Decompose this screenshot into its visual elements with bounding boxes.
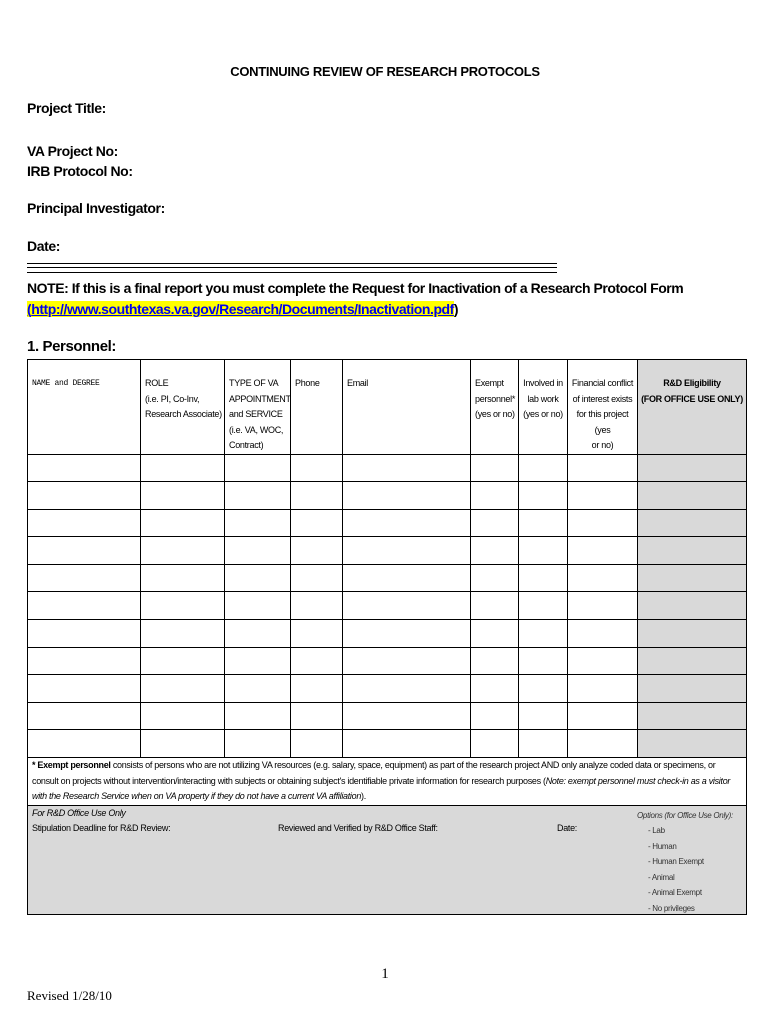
appointment-cell[interactable] [225,592,291,620]
rd-eligibility-cell [638,592,747,620]
header-exempt: Exempt personnel* (yes or no) [471,360,519,455]
conflict-cell[interactable] [568,620,638,648]
reviewed-by-label: Reviewed and Verified by R&D Office Staff: [278,822,438,833]
final-report-note [27,278,683,320]
appointment-cell[interactable] [225,482,291,510]
table-row [28,702,747,730]
lab-work-cell[interactable] [519,537,568,565]
conflict-cell[interactable] [568,675,638,703]
name-cell[interactable] [28,537,141,565]
exempt-cell[interactable] [471,592,519,620]
table-row [28,454,747,482]
va-project-no-label: VA Project No: [27,143,118,159]
conflict-cell[interactable] [568,647,638,675]
revised-date: Revised 1/28/10 [27,988,112,1003]
name-cell[interactable] [28,702,141,730]
personnel-table [27,359,747,915]
personnel-heading: 1. Personnel: [27,338,116,355]
rd-eligibility-cell [638,454,747,482]
note-text: NOTE: If this is a final report you must complete the Request for Inactivation of a Research Protocol Form [27,280,684,296]
email-cell[interactable] [343,647,471,675]
phone-cell[interactable] [291,537,343,565]
lab-work-cell[interactable] [519,702,568,730]
phone-cell[interactable] [291,730,343,758]
header-rd-eligibility: R&D Eligibility (FOR OFFICE USE ONLY) [638,360,747,455]
rd-eligibility-cell [638,537,747,565]
phone-cell[interactable] [291,647,343,675]
name-cell[interactable] [28,592,141,620]
irb-protocol-no-label: IRB Protocol No: [27,163,133,179]
table-row [28,647,747,675]
appointment-cell[interactable] [225,537,291,565]
role-cell[interactable] [141,620,225,648]
name-cell[interactable] [28,564,141,592]
lab-work-cell[interactable] [519,564,568,592]
role-cell[interactable] [141,482,225,510]
office-use-section [28,805,747,914]
option-item: - Animal [648,872,675,882]
appointment-cell[interactable] [225,620,291,648]
name-cell[interactable] [28,647,141,675]
conflict-cell[interactable] [568,482,638,510]
email-cell[interactable] [343,620,471,648]
exempt-cell[interactable] [471,702,519,730]
footnote-bold: * Exempt personnel [32,760,111,771]
role-cell[interactable] [141,675,225,703]
stipulation-deadline-label: Stipulation Deadline for R&D Review: [32,822,171,833]
email-cell[interactable] [343,675,471,703]
phone-cell[interactable] [291,564,343,592]
appointment-cell[interactable] [225,454,291,482]
option-item: - Animal Exempt [648,888,702,898]
role-cell[interactable] [141,730,225,758]
lab-work-cell[interactable] [519,730,568,758]
name-cell[interactable] [28,509,141,537]
header-phone: Phone [291,360,343,455]
footnote-italic: Note: exempt personnel must check-in as a visitor with the Research Service when on VA property if they do not have a current VA affiliation [32,775,731,802]
footnote-end: ). [361,791,366,802]
office-row [28,805,747,914]
email-cell[interactable] [343,509,471,537]
office-date-label: Date: [557,822,578,833]
inactivation-form-link[interactable]: http://www.southtexas.va.gov/Research/Documents/Inactivation.pdf [31,301,454,317]
header-role: ROLE (i.e. PI, Co-Inv, Research Associate) [141,360,225,455]
rd-eligibility-cell [638,730,747,758]
paren-close: ) [453,301,459,317]
exempt-footnote [28,758,747,806]
table-row [28,675,747,703]
rd-eligibility-cell [638,482,747,510]
options-caption: Options (for Office Use Only): [637,810,733,820]
lab-work-cell[interactable] [519,647,568,675]
table-row [28,592,747,620]
conflict-cell[interactable] [568,730,638,758]
email-cell[interactable] [343,482,471,510]
option-item: - Human Exempt [648,857,704,867]
table-row [28,482,747,510]
phone-cell[interactable] [291,675,343,703]
table-row [28,730,747,758]
exempt-cell[interactable] [471,564,519,592]
email-cell[interactable] [343,454,471,482]
conflict-cell[interactable] [568,592,638,620]
conflict-cell[interactable] [568,509,638,537]
option-item: - Human [648,841,677,851]
appointment-cell[interactable] [225,730,291,758]
exempt-cell[interactable] [471,454,519,482]
lab-work-cell[interactable] [519,675,568,703]
table-header-row [28,360,747,455]
header-appointment: TYPE OF VA APPOINTMENT and SERVICE (i.e. VA, WOC, Contract) [225,360,291,455]
lab-work-cell[interactable] [519,454,568,482]
phone-cell[interactable] [291,509,343,537]
conflict-cell[interactable] [568,537,638,565]
lab-work-cell[interactable] [519,509,568,537]
footnote-text: consists of persons who are not utilizing VA resources (e.g. salary, space, equipment) as part of the research project AND only analyze coded data or specimens, or consult on projects without intervention/interacting with subjects or obtaining subject's identifiable private information for research purposes ( [32,760,716,786]
role-cell[interactable] [141,454,225,482]
role-cell[interactable] [141,702,225,730]
exempt-cell[interactable] [471,482,519,510]
note-link-line [27,299,683,320]
exempt-cell[interactable] [471,509,519,537]
header-name-degree: NAME and DEGREE [28,360,141,455]
conflict-cell[interactable] [568,702,638,730]
page-number: 1 [381,966,389,982]
exempt-cell[interactable] [471,537,519,565]
name-cell[interactable] [28,730,141,758]
lab-work-cell[interactable] [519,592,568,620]
exempt-cell[interactable] [471,675,519,703]
rd-eligibility-cell [638,564,747,592]
conflict-cell[interactable] [568,564,638,592]
rd-eligibility-cell [638,675,747,703]
phone-cell[interactable] [291,592,343,620]
lab-work-cell[interactable] [519,620,568,648]
exempt-cell[interactable] [471,647,519,675]
project-title-label: Project Title: [27,100,106,116]
header-lab-work: Involved in lab work (yes or no) [519,360,568,455]
header-email: Email [343,360,471,455]
role-cell[interactable] [141,564,225,592]
email-cell[interactable] [343,592,471,620]
appointment-cell[interactable] [225,675,291,703]
table-row [28,509,747,537]
paren-open: ( [27,301,32,317]
phone-cell[interactable] [291,620,343,648]
rd-eligibility-cell [638,647,747,675]
name-cell[interactable] [28,482,141,510]
table-row [28,620,747,648]
phone-cell[interactable] [291,482,343,510]
email-cell[interactable] [343,564,471,592]
office-caption: For R&D Office Use Only [32,807,126,818]
office-options [637,808,745,917]
role-cell[interactable] [141,647,225,675]
divider-line [27,267,557,268]
exempt-cell[interactable] [471,620,519,648]
email-cell[interactable] [343,730,471,758]
footnote-row [28,758,747,806]
principal-investigator-label: Principal Investigator: [27,200,165,216]
name-cell[interactable] [28,620,141,648]
email-cell[interactable] [343,702,471,730]
name-cell[interactable] [28,675,141,703]
header-financial-conflict: Financial conflict of interest exists for this project (yes or no) [568,360,638,455]
appointment-cell[interactable] [225,509,291,537]
conflict-cell[interactable] [568,454,638,482]
role-cell[interactable] [141,509,225,537]
name-cell[interactable] [28,454,141,482]
phone-cell[interactable] [291,454,343,482]
rd-eligibility-cell [638,620,747,648]
appointment-cell[interactable] [225,647,291,675]
table-row [28,537,747,565]
role-cell[interactable] [141,537,225,565]
phone-cell[interactable] [291,702,343,730]
rd-eligibility-cell [638,702,747,730]
date-label: Date: [27,238,61,254]
lab-work-cell[interactable] [519,482,568,510]
option-item: - Lab [648,826,665,836]
appointment-cell[interactable] [225,564,291,592]
table-row [28,564,747,592]
option-item: - No privileges [648,903,695,913]
appointment-cell[interactable] [225,702,291,730]
divider-line [27,263,557,264]
rd-eligibility-cell [638,509,747,537]
exempt-cell[interactable] [471,730,519,758]
role-cell[interactable] [141,592,225,620]
divider-line [27,272,557,273]
email-cell[interactable] [343,537,471,565]
form-title: CONTINUING REVIEW OF RESEARCH PROTOCOLS [230,64,540,79]
